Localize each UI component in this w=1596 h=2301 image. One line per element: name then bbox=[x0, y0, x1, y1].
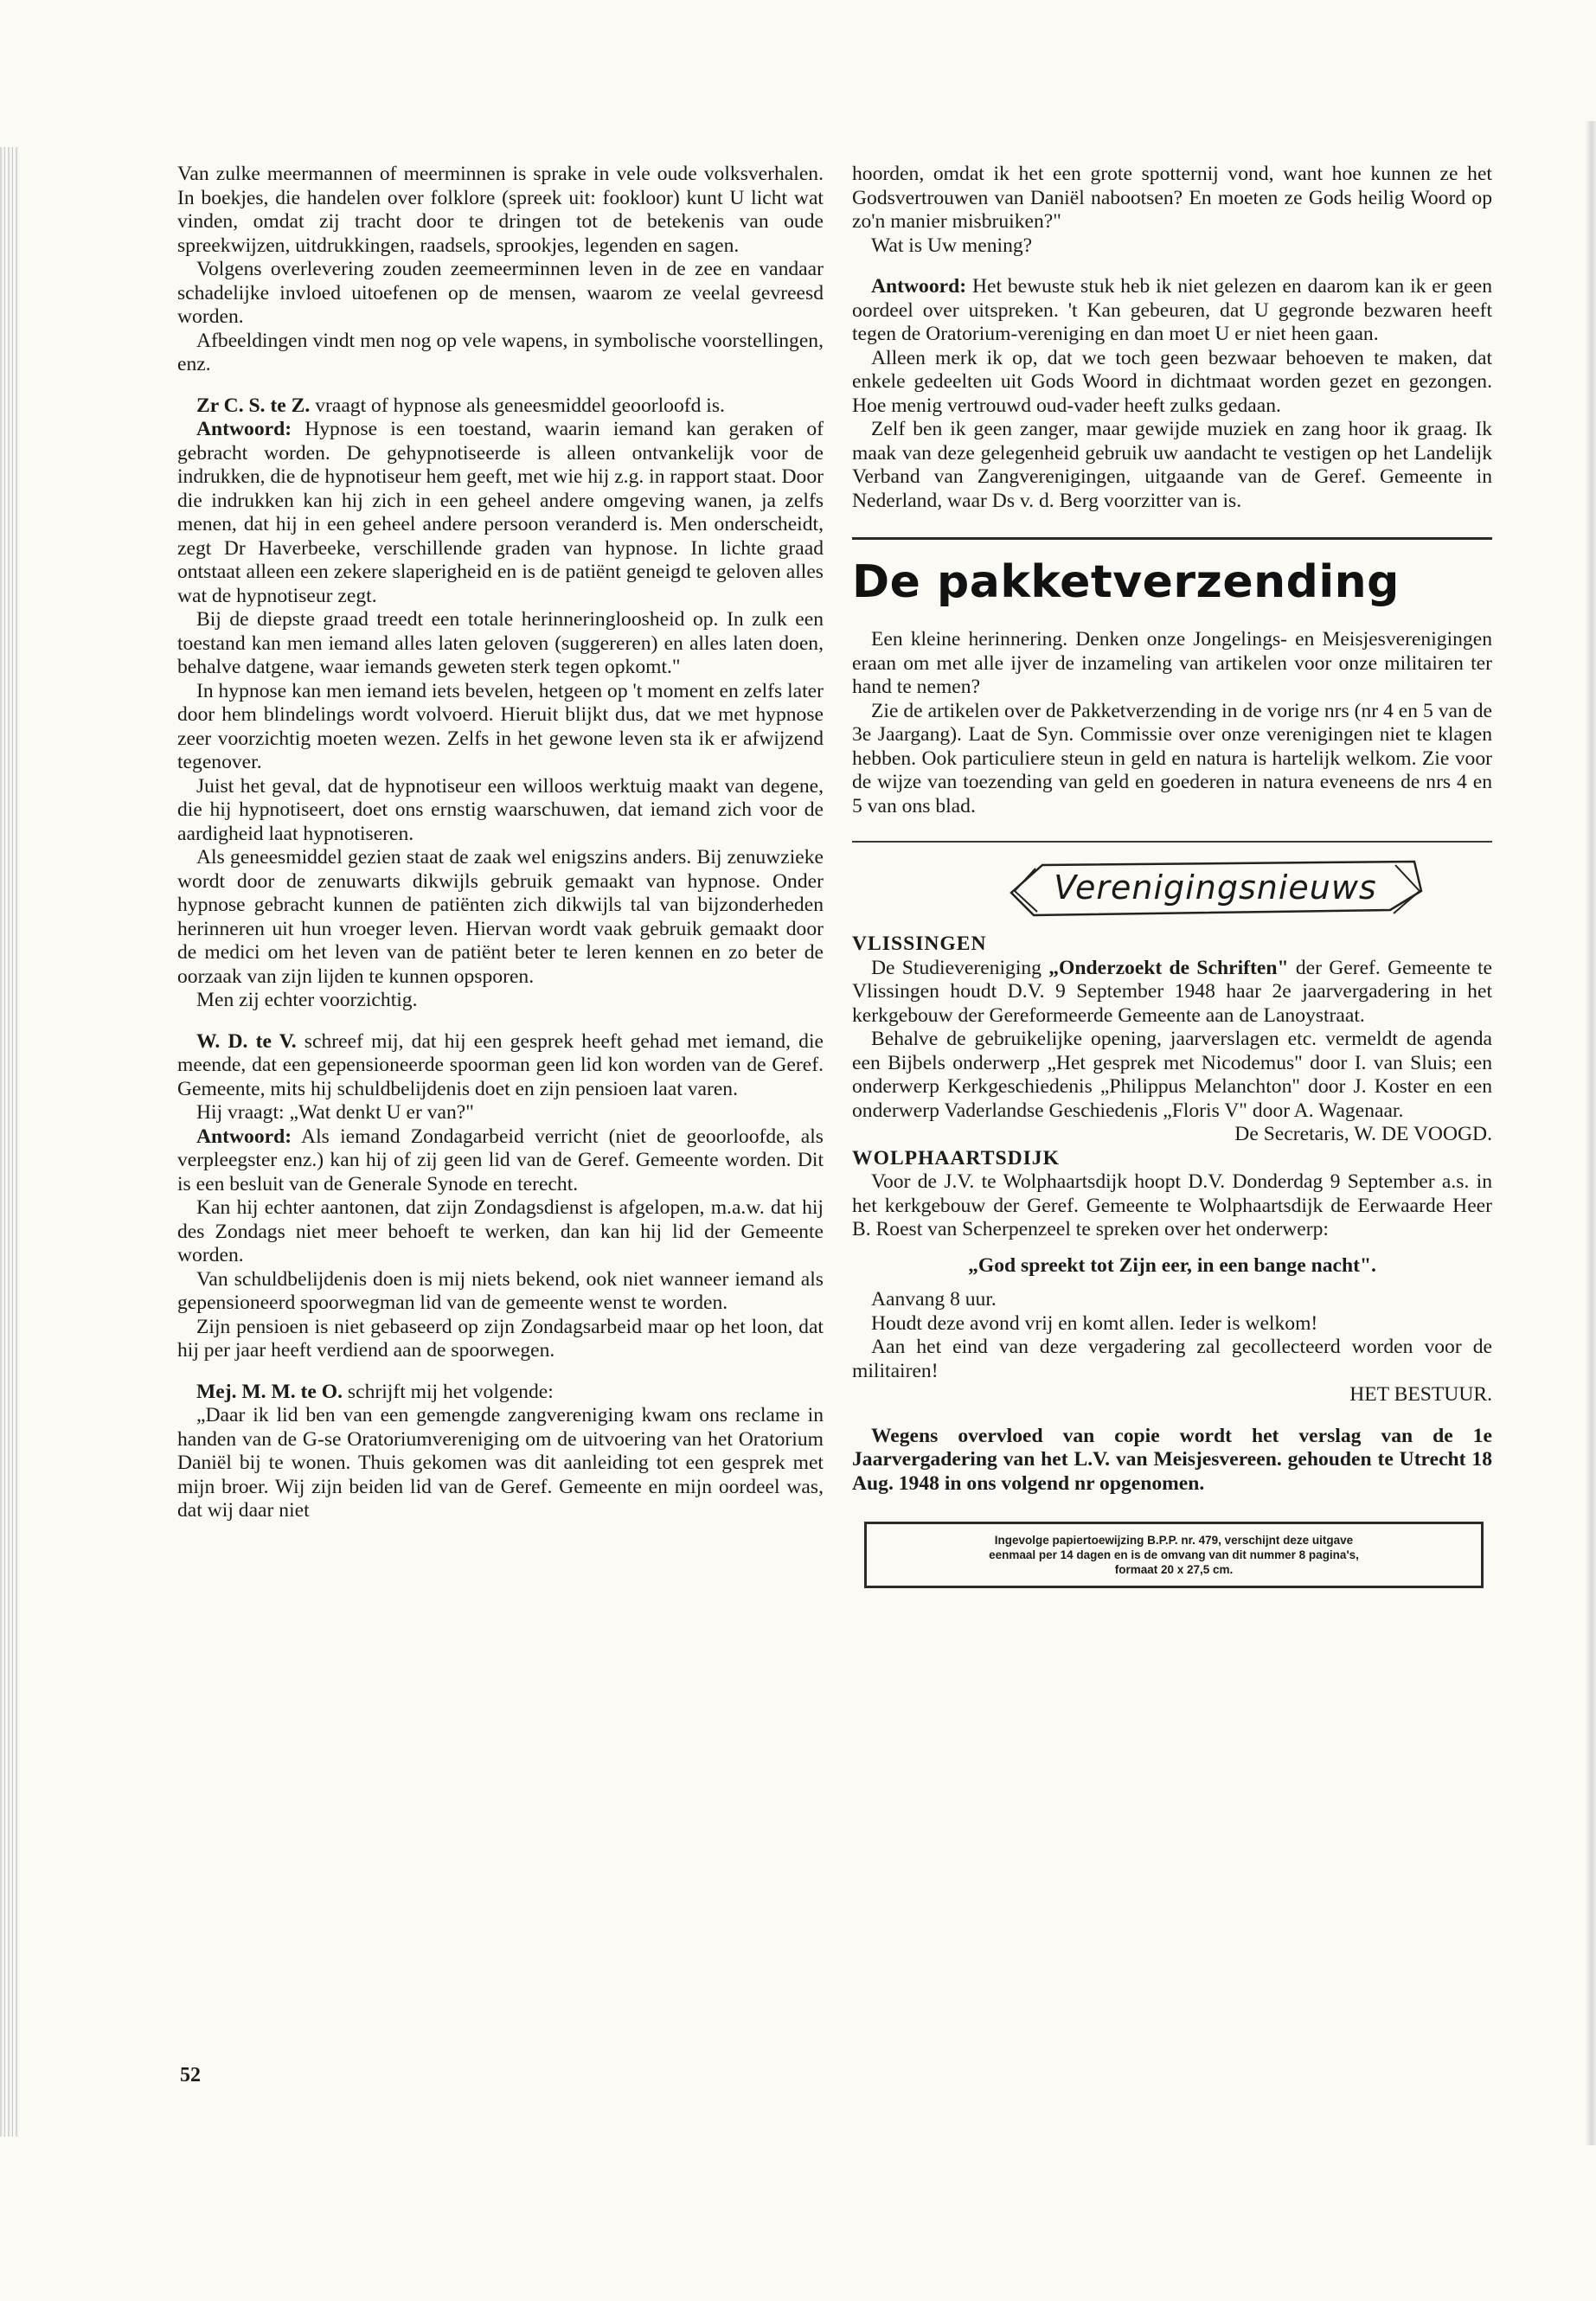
wolphaartsdijk-title: WOLPHAARTSDIJK bbox=[852, 1146, 1060, 1170]
paragraph: Behalve de gebruikelijke opening, jaarverslagen etc. vermeldt de agenda een Bijbels onderwerp „Het gesprek met Nicodemus" door I. van Sluis; een onderwerp Kerkgeschiedenis „Philippus Melanchton" door J. Koster en een onderwerp Vaderlandse Geschiedenis „Floris V" door A. Wagenaar. bbox=[852, 1028, 1492, 1122]
paragraph: Van schuldbelijdenis doen is mij niets bekend, ook niet wanneer iemand als gepensioneerd spoorwegman lid van de gemeente wenst te worden. bbox=[177, 1267, 824, 1314]
left-column bbox=[177, 163, 824, 1523]
binding-edge bbox=[0, 147, 19, 2137]
vlissingen-title: VLISSINGEN bbox=[852, 933, 987, 955]
paragraph-text: Hypnose is een toestand, waarin iemand kan geraken of gebracht worden. De gehypnotiseerde is alleen ontvankelijk voor de indrukken, die de hypnotiseur hem geeft, met wie hij z.g. in rapport staat. Door die indrukken kan hij zich in een geheel andere omgeving wanen, ja zelfs menen, dat hij in een geheel andere persoon veranderd is. Men onderscheidt, zegt Dr Haverbeeke, verschillende graden van hypnose. In lichte graad ontstaat alleen een zekere slaperigheid en is de patiënt geneigd te geloven alles wat de hypnotiseur zegt. bbox=[177, 418, 824, 607]
paper-allocation-box bbox=[864, 1522, 1484, 1588]
paragraph: hoorden, omdat ik het een grote spotternij vond, want hoe kunnen ze het Godsvertrouwen van Daniël nabootsen? En moeten ze Gods heilig Woord op zo'n manier misbruiken?" bbox=[852, 163, 1492, 233]
paragraph: Men zij echter voorzichtig. bbox=[196, 989, 418, 1011]
page-number: 52 bbox=[180, 2064, 201, 2086]
sermon-topic: „God spreekt tot Zijn eer, in een bange nacht". bbox=[968, 1253, 1376, 1277]
section-divider bbox=[852, 841, 1492, 843]
paragraph: Een kleine herinnering. Denken onze Jongelings- en Meisjesverenigingen eraan om met alle ijver de inzameling van artikelen voor onze militairen ter hand te nemen? bbox=[852, 628, 1492, 698]
answer-label: Antwoord: bbox=[196, 418, 292, 440]
paragraph: Wat is Uw mening? bbox=[871, 234, 1033, 257]
paragraph: Hij vraagt: „Wat denkt U er van?" bbox=[196, 1101, 474, 1124]
paragraph: Van zulke meermannen of meerminnen is sprake in vele oude volksverhalen. In boekjes, die handelen over folklore (spreek uit: fookloor) kunt U licht wat vinden, omdat zij tracht door te dringen tot de betekenis van oude spreekwijzen, uitdrukkingen, raadsels, sprookjes, legenden en sagen. bbox=[177, 163, 824, 257]
paragraph: Afbeeldingen vindt men nog op vele wapens, in symbolische voorstellingen, enz. bbox=[177, 329, 824, 375]
paragraph: Volgens overlevering zouden zeemeerminnen leven in de zee en vandaar schadelijke invloed uitoefenen op de mensen, waarom ze veelal gevreesd worden. bbox=[177, 258, 824, 328]
signature: De Secretaris, W. DE VOOGD. bbox=[1234, 1123, 1492, 1145]
paragraph-text: Het bewuste stuk heb ik niet gelezen en daarom kan ik er geen oordeel over uitspreken. 't Kan gebeuren, dat U gegronde bezwaren heeft tegen de Oratorium-vereniging en dan moet U er niet heen gaan. bbox=[852, 275, 1492, 345]
notice-line: Ingevolge papiertoewijzing B.P.P. nr. 479, verschijnt deze uitgave bbox=[994, 1534, 1354, 1547]
paragraph-text: De Studievereniging bbox=[871, 956, 1049, 979]
paragraph: Alleen merk ik op, dat we toch geen bezwaar behoeven te maken, dat enkele gedeelten uit Gods Woord in dichtmaat worden gezet en gezongen. Hoe menig vertrouwd oud-vader heeft zulks gedaan. bbox=[852, 346, 1492, 417]
question-paragraph bbox=[177, 1030, 824, 1102]
section-divider bbox=[852, 537, 1492, 540]
notice-line: eenmaal per 14 dagen en is de omvang van dit nummer 8 pagina's, bbox=[989, 1548, 1359, 1561]
paragraph: Voor de J.V. te Wolphaartsdijk hoopt D.V. Donderdag 9 September a.s. in het kerkgebouw der Geref. Gemeente te Wolphaartsdijk de Eerwaarde Heer B. Roest van Scherpenzeel te spreken over het onderwerp: bbox=[852, 1170, 1492, 1240]
paragraph: Zelf ben ik geen zanger, maar gewijde muziek en zang hoor ik graag. Ik maak van deze gelegenheid gebruik uw aandacht te vestigen op het Landelijk Verband van Zangverenigingen, uitgaande van de Geref. Gemeente in Nederland, waar Ds v. d. Berg voorzitter van is. bbox=[852, 418, 1492, 512]
paragraph-text: schrijft mij het volgende: bbox=[343, 1380, 554, 1403]
paragraph: „Daar ik lid ben van een gemengde zangvereniging kwam ons reclame in handen van de G-se Oratoriumvereniging om de uitvoering van het Oratorium Daniël bij te wonen. Thuis gekomen was dit aanleiding tot een gesprek met mijn broer. Wij zijn beiden lid van de Geref. Gemeente en mijn oordeel was, dat wij daar niet bbox=[177, 1404, 824, 1522]
paragraph: Kan hij echter aantonen, dat zijn Zondagsdienst is afgelopen, m.a.w. dat hij des Zondags niet meer behoeft te werken, dan kan hij lid der Gemeente worden. bbox=[177, 1196, 824, 1266]
paragraph: Bij de diepste graad treedt een totale herinneringloosheid op. In zulk een toestand kan men iemand alles laten geloven (suggereren) en alles laten doen, behalve datgene, waar iemands geweten sterk tegen opkomt." bbox=[177, 608, 824, 678]
page-edge bbox=[1586, 121, 1596, 2145]
answer-label: Antwoord: bbox=[196, 1125, 292, 1148]
paragraph: In hypnose kan men iemand iets bevelen, hetgeen op 't moment en zelfs later door hem blindelings wordt volvoerd. Hieruit blijkt dus, dat we met hypnose zeer voorzichtig moeten wezen. Zelfs in het gewone leven sta ik er afwijzend tegenover. bbox=[177, 679, 824, 773]
paragraph-text: vraagt of hypnose als geneesmiddel geoorloofd is. bbox=[310, 394, 725, 417]
paragraph: Als geneesmiddel gezien staat de zaak wel enigszins anders. Bij zenuwzieke wordt door de zenuwarts dikwijls gebruik gemaakt van hypnose. Onder hypnose gebracht kunnen de patiënten zich dikwijls tal van bijzonderheden herinneren uit hun vroeger leven. Hiervan wordt vaak gebruik gemaakt door de medici om het leven van de patiënt beter te leren kennen en zo beter de oorzaak van zijn lijden te kunnen opsporen. bbox=[177, 846, 824, 988]
signature: HET BESTUUR. bbox=[1349, 1383, 1492, 1406]
question-paragraph bbox=[177, 394, 824, 419]
paragraph: Aanvang 8 uur. bbox=[871, 1288, 997, 1311]
question-author: Zr C. S. te Z. bbox=[196, 394, 311, 417]
answer-label: Antwoord: bbox=[871, 275, 967, 298]
answer-paragraph bbox=[852, 275, 1492, 347]
right-column bbox=[852, 163, 1492, 1588]
paragraph: Zie de artikelen over de Pakketverzending in de vorige nrs (nr 4 en 5 van de 3e Jaargang). Laat de Syn. Commissie over onze verenigingen niet te klagen hebben. Ook particuliere steun in geld en natura is hartelijk welkom. Zie voor de wijze van toezending van geld en goederen in natura eveneens de nrs 4 en 5 van ons blad. bbox=[852, 699, 1492, 817]
notice-line: formaat 20 x 27,5 cm. bbox=[1114, 1563, 1234, 1576]
answer-paragraph bbox=[177, 418, 824, 608]
paragraph-text: schreef mij, dat hij een gesprek heeft gehad met iemand, die meende, dat een gepensioneerde spoorman geen lid kon worden van de Geref. Gemeente, mits hij schuldbelijdenis doet en zijn pensioen laat varen. bbox=[177, 1029, 824, 1100]
pakket-heading: De pakketverzending bbox=[852, 556, 1400, 608]
paragraph: Aan het eind van deze vergadering zal gecollecteerd worden voor de militairen! bbox=[852, 1336, 1492, 1382]
answer-paragraph bbox=[177, 1125, 824, 1197]
paragraph: Houdt deze avond vrij en komt allen. Ieder is welkom! bbox=[871, 1311, 1318, 1335]
question-author: W. D. te V. bbox=[196, 1029, 297, 1053]
paragraph-text: der Geref. Gemeente te Vlissingen houdt D.V. 9 September 1948 haar 2e jaarvergadering in het kerkgebouw der Gereformeerde Gemeente aan de Lanoystraat. bbox=[852, 956, 1492, 1027]
paragraph: Zijn pensioen is niet gebaseerd op zijn Zondagsarbeid maar op het loon, dat hij per jaar heeft verdiend aan de spoorwegen. bbox=[177, 1315, 824, 1362]
verenigingsnieuws-banner bbox=[1008, 858, 1423, 919]
paragraph-text: Als iemand Zondagarbeid verricht (niet de geoorloofde, als verpleegster enz.) kan hij of zij geen lid van de Geref. Gemeente worden. Dit is een besluit van de Generale Synode en terecht. bbox=[177, 1125, 824, 1195]
society-name: „Onderzoekt de Schriften" bbox=[1048, 956, 1289, 979]
banner-title: Verenigingsnieuws bbox=[1054, 868, 1377, 907]
overflow-notice: Wegens overvloed van copie wordt het verslag van de 1e Jaarvergadering van het L.V. van Meisjesvereen. gehouden te Utrecht 18 Aug. 1948 in ons volgend nr opgenomen. bbox=[852, 1424, 1492, 1495]
question-paragraph bbox=[177, 1381, 824, 1405]
question-author: Mej. M. M. te O. bbox=[196, 1380, 343, 1403]
paragraph bbox=[852, 957, 1492, 1029]
paragraph: Juist het geval, dat de hypnotiseur een willoos werktuig maakt van degene, die hij hypnotiseert, doet ons ernstig waarschuwen, dat iemand zich voor de aardigheid laat hypnotiseren. bbox=[177, 774, 824, 845]
